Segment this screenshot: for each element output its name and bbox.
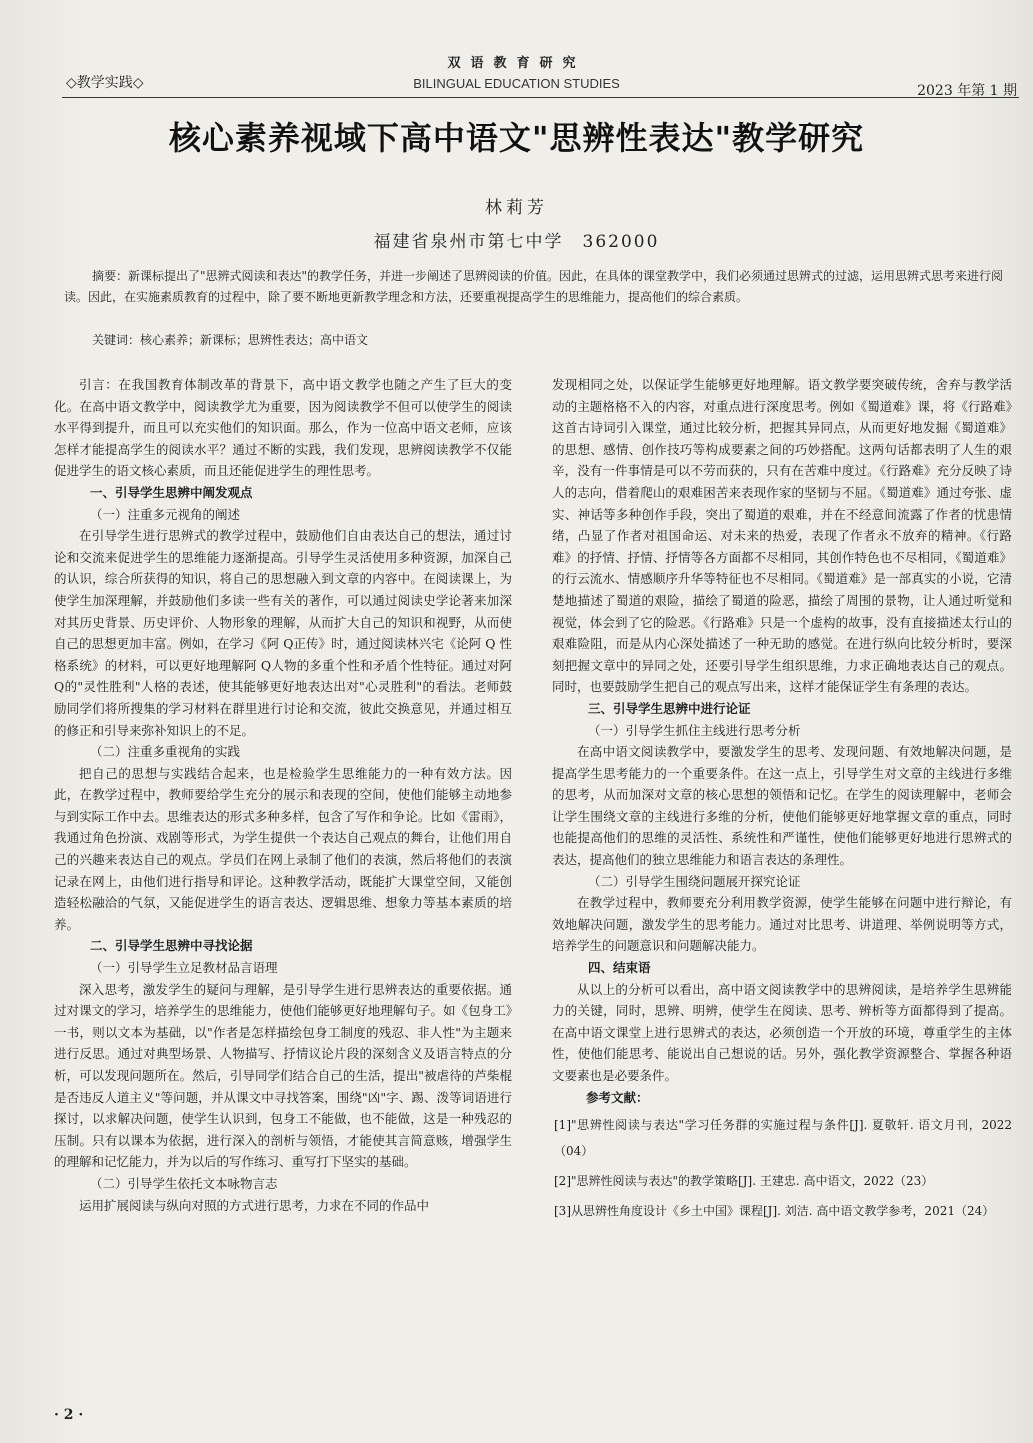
body-paragraph: 深入思考，激发学生的疑问与理解，是引导学生进行思辨表达的重要依据。通过对课文的学习，培养学生的思维能力，使他们能够更好地理解句子。如《包身工》一书，则以文本为基础，以"作者是怎样描绘包身工制度的残忍、非人性"为主题来进行反思。通过对典型场景、人物描写、抒情议论片段的深刻含义及语言特点的分析，可以发现问题所在。然后，引导同学们结合自己的生活，提出"被虐待的芦柴棍是否违反人道主义"等问题，并从课文中寻找答案，围绕"凶"字、踢、泼等词语进行探讨，以求解决问题，使学生认识到，包身工不能做，也不能做，这是一种残忍的压制。只有以课本为依据，进行深入的剖析与领悟，才能使其言简意赅，增强学生的理解和记忆能力，并为以后的写作练习、重写打下坚实的基础。 — [54, 981, 512, 1170]
page-number: · 2 · — [54, 1407, 84, 1423]
reference-item: [2]"思辨性阅读与表达"的教学策略[J]. 王建忠. 高中语文，2022（23） — [554, 1174, 934, 1189]
section-heading: 三、引导学生思辨中进行论证 — [588, 700, 751, 716]
issue-number: 2023 年第 1 期 — [917, 83, 1017, 99]
abstract: 摘要：新课标提出了"思辨式阅读和表达"的教学任务，并进一步阐述了思辨阅读的价值。因此，在具体的课堂教学中，我们必须通过思辨式的过滤，运用思辨式思考来进行阅读。因此，在实施素质教育的过程中，除了要不断地更新教学理念和方法，还要重视提高学生的思维能力，提高他们的综合素质。 — [64, 269, 1004, 304]
body-paragraph: 运用扩展阅读与纵向对照的方式进行思考，力求在不同的作品中 — [79, 1197, 430, 1213]
intro-paragraph: 引言：在我国教育体制改革的背景下，高中语文教学也随之产生了巨大的变化。在高中语文教学中，阅读教学尤为重要，因为阅读教学不但可以使学生的阅读水平得到提升，而且可以充实他们的知识面。那么，作为一位高中语文老师，应该怎样才能提高学生的阅读水平？通过不断的实践，我们发现，思辨阅读教学不仅能促进学生的语文核心素质，而且还能促进学生的理性思考。 — [54, 377, 512, 479]
journal-title-en: BILINGUAL EDUCATION STUDIES — [413, 76, 620, 91]
keywords: 关键词：核心素养；新课标；思辨性表达；高中语文 — [92, 333, 369, 347]
right-column — [552, 374, 1012, 1224]
body-paragraph: 在高中语文阅读教学中，要激发学生的思考、发现问题、有效地解决问题，是提高学生思考能力的一个重要条件。在这一点上，引导学生对文章的主线进行多维的思考，从而加深对文章的核心思想的领悟和记忆。在学生的阅读理解中，老师会让学生围绕文章的主线进行多维的分析，使他们能够更好地掌握文章的重点，同时也能提高他们的思维的灵活性、系统性和严谨性，使他们能够更好地进行思辨式的表达，提高他们的独立思维能力和语言表达的条理性。 — [552, 744, 1012, 868]
body-paragraph: 在教学过程中，教师要充分利用教学资源，使学生能够在问题中进行辩论，有效地解决问题，激发学生的思考能力。通过对比思考、讲道理、举例说明等方式，培养学生的问题意识和问题解决能力。 — [552, 895, 1012, 954]
header-rule — [62, 97, 1019, 98]
left-column — [54, 374, 512, 1216]
references-heading: 参考文献： — [586, 1089, 649, 1105]
reference-item: [3]从思辨性角度设计《乡土中国》课程[J]. 刘洁. 高中语文教学参考，2021（24） — [554, 1204, 995, 1219]
subsection-heading: （一）引导学生立足教材品言语理 — [90, 960, 278, 976]
reference-item: [1]"思辨性阅读与表达"学习任务群的实施过程与条件[J]. 夏敬轩. 语文月刊，2022（04） — [554, 1118, 1012, 1159]
author-affiliation: 福建省泉州市第七中学 362000 — [373, 232, 660, 252]
body-paragraph: 在引导学生进行思辨式的教学过程中，鼓励他们自由表达自己的想法，通过讨论和交流来促进学生的思维能力逐渐提高。引导学生灵活使用多种资源，加深自己的认识，综合所获得的知识，将自己的思想融入到文章的内容中。在阅读课上，为使学生加深理解，并鼓励他们多读一些有关的著作，可以通过阅读史学论著来加深对其历史背景、历史评价、人物形象的理解，从而扩大自己的知识和视野，从而使自己的思想更加丰富。例如，在学习《阿 Q正传》时，通过阅读林兴宅《论阿 Q 性格系统》的材料，可以更好地理解阿 Q人物的多重个性和矛盾个性特征。通过对阿 Q的"灵性胜利"人格的表述，使其能够更好地表达出对"心灵胜利"的看法。老师鼓励同学们将所搜集的学习材料在群里进行讨论和交流，彼此交换意见，并通过相互的修正和引导来弥补知识上的不足。 — [54, 528, 512, 738]
section-heading: 二、引导学生思辨中寻找论据 — [90, 938, 253, 954]
article-title: 核心素养视域下高中语文"思辨性表达"教学研究 — [168, 119, 865, 157]
body-paragraph: 把自己的思想与实践结合起来，也是检验学生思维能力的一种有效方法。因此，在教学过程中，教师要给学生充分的展示和表现的空间，使他们能够主动地参与到实际工作中去。思维表达的形式多种多样，包含了写作和争论。比如《雷雨》，我通过角色扮演、戏剧等形式，为学生提供一个表达自己观点的舞台，让他们用自己的兴趣来表达自己的观点。学员们在网上录制了他们的表演，然后将他们的表演记录在网上，由他们进行指导和评论。这种教学活动，既能扩大课堂空间，又能创造轻松融洽的气氛，又能促进学生的语言表达、逻辑思维、想象力等基本素质的培养。 — [54, 765, 512, 932]
author-name: 林莉芳 — [485, 198, 548, 218]
column-tag: ◇教学实践◇ — [66, 75, 144, 91]
body-paragraph: 发现相同之处，以保证学生能够更好地理解。语文教学要突破传统，舍弃与教学活动的主题格格不入的内容，对重点进行深度思考。例如《蜀道难》课，将《行路难》这首古诗词引入课堂，通过比较分析，把握其异同点，从而更好地发掘《蜀道难》的思想、感情、创作技巧等构成要素之间的巧妙搭配。这两句话都表明了人生的艰辛，没有一件事情是可以不劳而获的，只有在苦难中度过。《行路难》充分反映了诗人的志向，借着爬山的艰难困苦来表现作家的坚韧与不屈。《蜀道难》通过夸张、虚实、神话等多种创作手段，突出了蜀道的艰难，并在不经意间流露了作者的忧患情绪，凸显了作者对祖国命运、对未来的热爱，表现了作者永不放弃的精神。《行路难》的抒情、抒情、抒情等各方面都不尽相同，其创作特色也不尽相同，《蜀道难》的行云流水、情感顺序升华等特征也不尽相同。《蜀道难》是一部真实的小说，它清楚地描述了蜀道的艰险，描绘了蜀道的险恶，描绘了周围的景物，让人通过听觉和视觉，体会到了它的险恶。《行路难》只是一个虚构的故事，没有直接描述太行山的艰难险阻，而是从内心深处描述了一种无助的感觉。在进行纵向比较分析时，要深刻把握文章中的异同之处，还要引导学生组织思维，力求正确地表达自己的观点。同时，也要鼓励学生把自己的观点写出来，这样才能保证学生有条理的表达。 — [552, 377, 1012, 695]
section-heading: 一、引导学生思辨中阐发观点 — [90, 484, 253, 500]
subsection-heading: （一）引导学生抓住主线进行思考分析 — [588, 722, 801, 738]
subsection-heading: （二）引导学生围绕问题展开探究论证 — [588, 873, 801, 889]
journal-title-cn: 双语教育研究 — [447, 56, 586, 71]
subsection-heading: （二）引导学生依托文本咏物言志 — [90, 1175, 278, 1191]
section-heading: 四、结束语 — [588, 960, 651, 976]
body-paragraph: 从以上的分析可以看出，高中语文阅读教学中的思辨阅读，是培养学生思辨能力的关键，同时，思辨、明辨，使学生在阅读、思考、辨析等方面都得到了提高。在高中语文课堂上进行思辨式的表达，必须创造一个开放的环境，尊重学生的主体性，使他们能思考、能说出自己想说的话。另外，强化教学资源整合、掌握各种语文要素也是必要条件。 — [552, 981, 1012, 1083]
subsection-heading: （二）注重多重视角的实践 — [90, 744, 241, 760]
subsection-heading: （一）注重多元视角的阐述 — [90, 506, 241, 522]
